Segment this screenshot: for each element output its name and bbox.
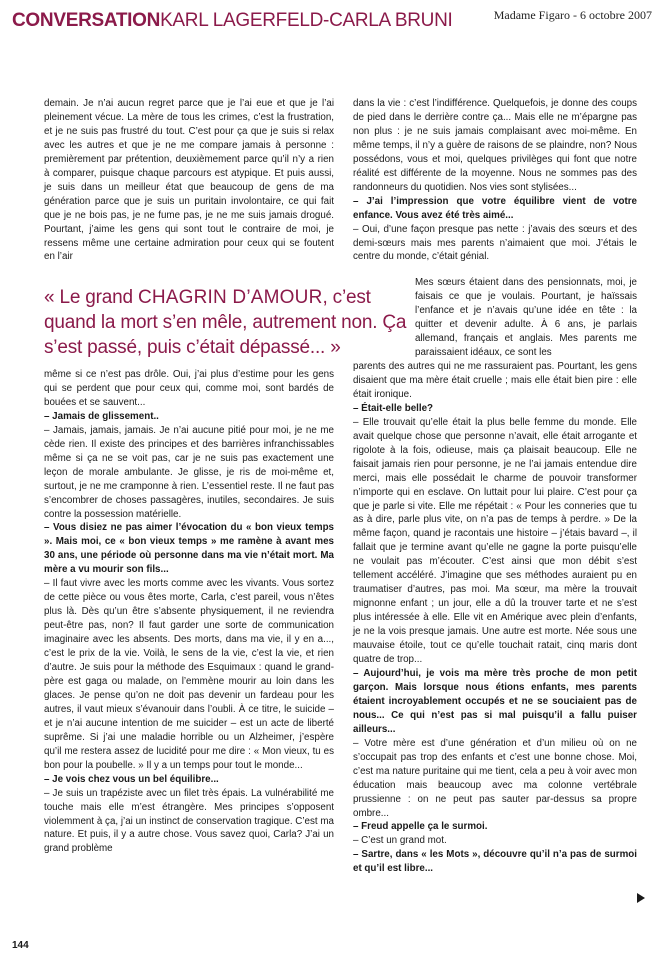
interview-question: – Freud appelle ça le surmoi.	[353, 821, 488, 833]
paragraph: – Il faut vivre avec les morts comme avec les vivants. Vous sortez de cette pièce ou vous êtes morte, Carla, c’est pareil, vous n’êtes plus là. Dès qu’un être s’absente physiquement, il ne reviendra peut-être pas, non? Il faut garder une sorte de communication imaginaire avec les absents. Des morts, dans ma vie, il y en a..., c’est le prix de la vie. Voilà, le sens de la vie, c’est la vie, et rien d’autre. Je suis pour la méthode des Esquimaux : quand le grand-père est gaga ou malade, on l’emmène mourir au loin dans les glaces. Je pense qu’on ne doit pas devenir un fardeau pour les autres, il vaut mieux s’évanouir dans l’oubli. À ce titre, le suicide – et je n’ai aucune intention de me suicider – est un acte de liberté suprême. Si j’ai une maladie horrible ou un Alzheimer, j’espère qu’il me restera assez de lucidité pour me dire : « Mon vieux, tu es bon pour la poubelle. » Il y a un temps pour tout le monde...	[44, 578, 334, 771]
paragraph: parents des autres qui ne me rassuraient pas. Pourtant, les gens disaient que ma mère était cruelle ; mais elle était bien pire : elle était ironique.	[353, 361, 637, 400]
pull-quote-open: « Le grand	[44, 287, 138, 308]
page-header	[0, 0, 664, 36]
continue-arrow-icon	[637, 893, 645, 903]
interview-question: – Sartre, dans « les Mots », découvre qu’il n’a pas de surmoi et qu’il est libre...	[353, 849, 637, 875]
column-2-bottom	[353, 360, 637, 876]
paragraph: – Elle trouvait qu’elle était la plus belle femme du monde. Elle avait quelque chose que personne n’avait, elle était arrogante et rigolote à la fois, odieuse, mais ça plaisait beaucoup. Elle ne faisait jamais rien pour personne, je ne l’ai jamais entendue dire merci, mais elle possédait le charme de pouvoir transformer n’importe qui en esclave. On luttait pour lui plaire. C’est pour ça que je parle si vite. Elle me répétait : « Pour les conneries que tu as à dire, parle plus vite, on n’a pas de temps à perdre. » De la même façon, quand je racontais une histoire – j’étais bavard –, il fallait que je termine avant qu’elle ne gagne la porte puisqu’elle ne voulait pas m’écouter. C’est ainsi que mon débit s’est tellement accéléré. J’imagine que ses méthodes auraient pu en traumatiser d’autres, pas moi. Ma sœur, ma mère la trouvait mignonne enfant ; un jour, elle a dû la trouver tarte et ne s’est plus intéressée à elle. Elle vit en Amérique avec plein d’enfants, je ne la vois presque jamais. Une autre est morte. Née sous une mauvaise étoile, tout ce qu’elle touchait ratait, cinq maris dont quatre de trop...	[353, 416, 637, 666]
section-label: CONVERSATION	[12, 10, 161, 31]
paragraph: demain. Je n’ai aucun regret parce que je l’ai eue et que je l’ai pleinement vécue. La mère de tous les crimes, c’est la frustration, et je ne suis pas frustré du tout. C’est pour ça que je suis si relax avec les autres et que je ne me compare jamais à personne : premièrement par prétention, deuxièmement parce qu’il n’y a rien à comparer, puisque chaque parcours est atypique. Et puis aussi, je suis dans un meilleur état que beaucoup de gens de ma génération parce que je suis un puritain involontaire, ce qui fait que je ne bois pas, je ne fume pas, je ne me suis jamais drogué. Pourtant, j’aime les gens qui sont tout le contraire de moi, je ressens même une certaine admiration pour ceux qui se foutent en l’air	[44, 98, 334, 263]
paragraph: – Jamais, jamais, jamais. Je n’ai aucune pitié pour moi, je ne me cède rien. Il existe des principes et des barrières infranchissables même si ça ne se voit pas, car je ne suis pas exactement une leçon de morale ambulante. Je glisse, je ris de moi-même et, surtout, je ne me cramponne à rien. L’essentiel reste. Il ne faut pas s’encombrer de choses passagères, inutiles, secondaires. Je suis contre la possession matérielle.	[44, 424, 334, 520]
pull-quote-rest: , c’est quand la mort s’en mêle, autrement non. Ça s’est passé, puis c’était dépassé... »	[44, 287, 407, 358]
paragraph: Mes sœurs étaient dans des pensionnats, moi, je faisais ce que je voulais. Pourtant, je haïssais l’enfance et je n’avais qu’une idée en tête : la quitter et devenir adulte. À 6 ans, je parlais allemand, français et anglais. Mes parents me paraissaient idéaux, ce sont les	[415, 277, 637, 358]
section-title	[12, 10, 452, 32]
column-1-bottom	[44, 368, 334, 856]
interview-question: – Je vois chez vous un bel équilibre...	[44, 773, 219, 785]
pull-quote-emphasis: CHAGRIN D’AMOUR	[137, 287, 323, 308]
interview-names: KARL LAGERFELD-CARLA BRUNI	[160, 10, 453, 31]
column-1-top	[44, 97, 334, 264]
interview-question: – Était-elle belle?	[353, 402, 434, 414]
paragraph: même si ce n’est pas drôle. Oui, j’ai plus d’estime pour les gens qui se perdent que pour ceux qui, comme moi, sont bardés de bouées et se sauvent...	[44, 369, 334, 408]
paragraph: dans la vie : c’est l’indifférence. Quelquefois, je donne des coups de pied dans le derrière contre ça... Mais elle ne m’épargne pas non plus : je ne suis jamais complaisant avec moi-même. En même temps, il n’y a guère de raisons de se plaindre, non? Nous possédons, vous et moi, quelques privilèges qui font que notre réalité est différente de la moyenne. Nous ne sommes pas des randonneurs du quotidien. Nos vies sont stylisées...	[353, 98, 637, 193]
paragraph: – Oui, d’une façon presque pas nette : j’avais des sœurs et des demi-sœurs mais mes parents n’aimaient que moi. J’étais le centre du monde, c’était génial.	[353, 223, 637, 263]
interview-question: – J’ai l’impression que votre équilibre vient de votre enfance. Vous avez été très aimé...	[353, 195, 637, 221]
paragraph: – Je suis un trapéziste avec un filet très épais. La vulnérabilité me touche mais elle m’est étrangère. Mes principes s’opposent violemment à ça, j’ai un instinct de conservation tragique. C’est ma nature. Et puis, il y a autre chose. Vous savez quoi, Carla? J’ai un grand problème	[44, 787, 334, 855]
interview-question: – Vous disiez ne pas aimer l’évocation du « bon vieux temps ». Mais moi, ce « bon vieux temps » me ramène à avant mes 30 ans, une période où personne dans ma vie n’était mort. Ma mère a vu mourir son fils...	[44, 522, 334, 576]
interview-question: – Jamais de glissement..	[44, 410, 159, 422]
column-2-inset	[415, 276, 637, 360]
interview-question: – Aujourd’hui, je vois ma mère très proche de mon petit garçon. Mais lorsque nous étions enfants, mes parents étaient incroyablement occupés et ne se souciaient pas de nous... Ce qui n’est pas si mal puisqu’il a fallu puiser ailleurs...	[353, 667, 637, 735]
column-2-top	[353, 97, 637, 264]
pull-quote	[44, 285, 414, 360]
publication-source: Madame Figaro - 6 octobre 2007	[493, 8, 652, 22]
page-number: 144	[12, 940, 29, 951]
paragraph: – Votre mère est d’une génération et d’un milieu où on ne s’occupait pas trop des enfants et c’est une bonne chose. Moi, c’est ma nature puritaine qui me tient, cela a peu à voir avec mon éducation mais beaucoup avec ma colonne vertébrale prussienne : on ne peut pas sauter par-dessus sa propre ombre...	[353, 737, 637, 819]
paragraph: – C’est un grand mot.	[353, 835, 447, 847]
